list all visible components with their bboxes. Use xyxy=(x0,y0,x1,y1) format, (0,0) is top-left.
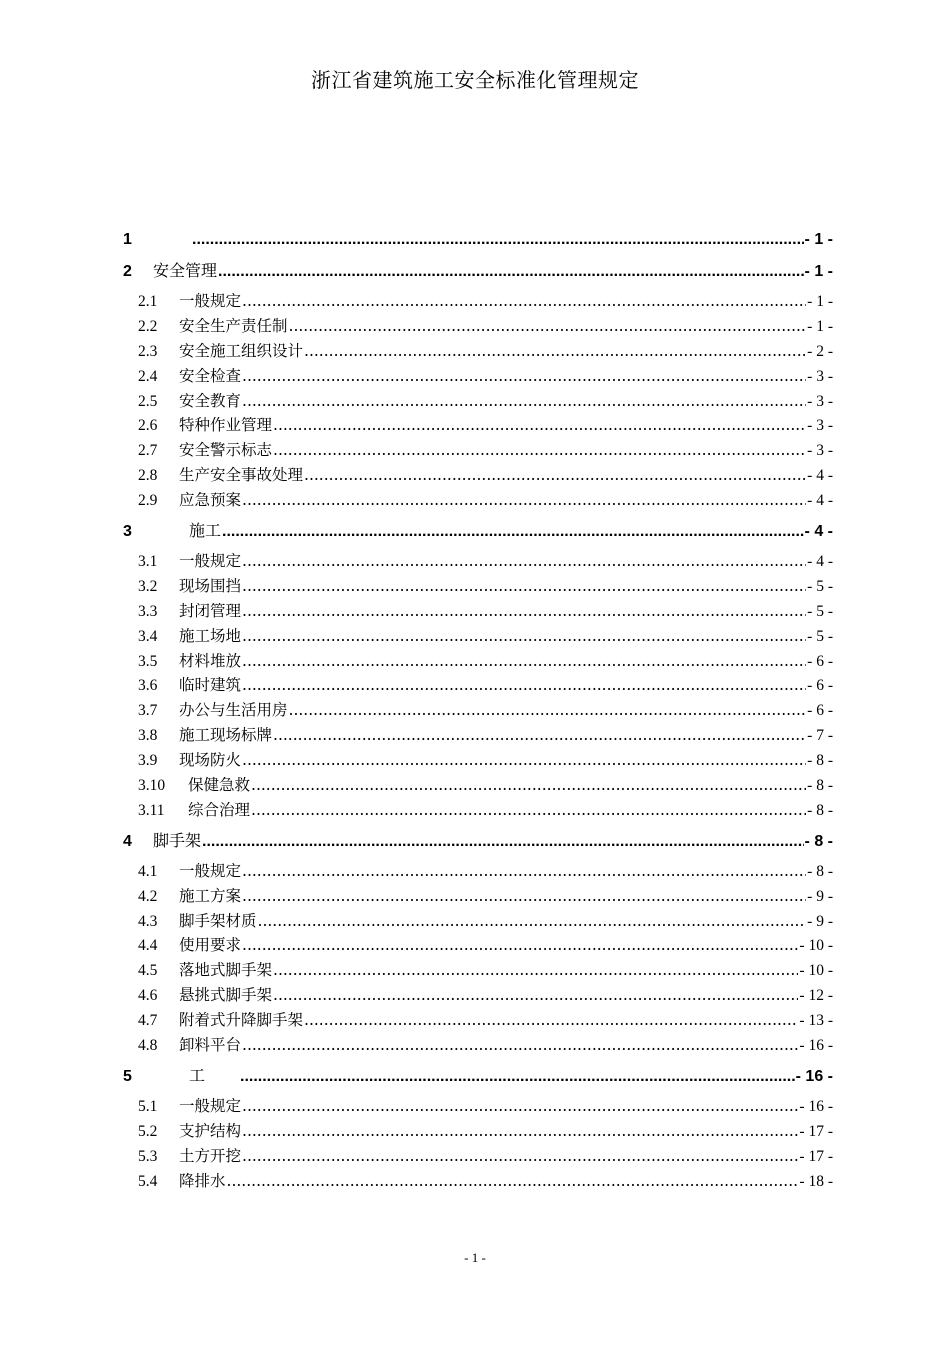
toc-page-number: - 10 - xyxy=(799,937,833,955)
toc-section-label: 悬挑式脚手架 xyxy=(179,986,273,1005)
toc-dot-leader xyxy=(251,773,806,798)
toc-page-number: - 4 - xyxy=(807,492,833,510)
toc-section-number: 2.2 xyxy=(138,317,158,335)
toc-section-2-7[interactable] xyxy=(123,438,833,463)
toc-section-label: 特种作业管理 xyxy=(179,416,273,435)
toc-dot-leader xyxy=(242,1033,798,1058)
toc-section-3-9[interactable] xyxy=(123,748,833,773)
toc-section-number: 4.8 xyxy=(138,1037,158,1055)
toc-dot-leader xyxy=(227,1169,799,1194)
toc-dot-leader xyxy=(242,1119,798,1144)
toc-section-2-8[interactable] xyxy=(123,463,833,488)
toc-page-number: - 1 - xyxy=(807,317,833,335)
toc-section-2-2[interactable] xyxy=(123,314,833,339)
toc-dot-leader xyxy=(242,673,806,698)
toc-dot-leader xyxy=(273,413,806,438)
toc-dot-leader xyxy=(242,488,806,513)
toc-dot-leader xyxy=(273,958,798,983)
toc-dot-leader xyxy=(240,1064,795,1088)
toc-section-label: 临时建筑 xyxy=(179,676,242,695)
toc-dot-leader xyxy=(304,1008,798,1033)
toc-dot-leader xyxy=(304,463,806,488)
toc-dot-leader xyxy=(242,1144,798,1169)
toc-dot-leader xyxy=(242,1094,798,1119)
toc-page-number: - 18 - xyxy=(799,1172,833,1190)
toc-section-number: 4.5 xyxy=(138,962,158,980)
toc-section-label: 降排水 xyxy=(179,1171,226,1190)
toc-page-number: - 8 - xyxy=(804,832,833,850)
toc-section-list xyxy=(123,859,833,1058)
toc-section-4-4[interactable] xyxy=(123,933,833,958)
toc-section-label: 现场围挡 xyxy=(179,576,242,595)
toc-page-number: - 12 - xyxy=(799,987,833,1005)
toc-dot-leader xyxy=(273,438,806,463)
toc-page-number: - 13 - xyxy=(799,1012,833,1030)
toc-section-label: 综合治理 xyxy=(188,800,251,819)
toc-section-label: 土方开挖 xyxy=(179,1146,242,1165)
toc-dot-leader xyxy=(222,519,804,543)
toc-section-number: 3.8 xyxy=(138,727,158,745)
toc-dot-leader xyxy=(242,748,806,773)
toc-dot-leader xyxy=(273,983,798,1008)
toc-chapter-1[interactable] xyxy=(123,227,833,252)
toc-dot-leader xyxy=(242,884,806,909)
toc-dot-leader xyxy=(242,389,806,414)
toc-page-number: - 5 - xyxy=(807,627,833,645)
toc-page-number: - 10 - xyxy=(799,962,833,980)
toc-chapter-number: 4 xyxy=(123,832,132,850)
toc-section-number: 4.4 xyxy=(138,937,158,955)
toc-dot-leader xyxy=(251,798,806,823)
toc-dot-leader xyxy=(242,289,806,314)
toc-chapter-label: 施工 xyxy=(189,521,222,541)
toc-page-number: - 6 - xyxy=(807,677,833,695)
toc-page-number: - 8 - xyxy=(807,801,833,819)
toc-section-3-11[interactable] xyxy=(123,798,833,823)
toc-dot-leader xyxy=(304,339,806,364)
toc-section-number: 2.4 xyxy=(138,367,158,385)
toc-section-number: 3.2 xyxy=(138,577,158,595)
toc-section-number: 5.4 xyxy=(138,1172,158,1190)
toc-page-number: - 17 - xyxy=(799,1122,833,1140)
toc-chapter-label: 安全管理 xyxy=(153,261,218,280)
toc-section-2-1[interactable] xyxy=(123,289,833,314)
toc-section-2-3[interactable] xyxy=(123,339,833,364)
toc-section-label: 一般规定 xyxy=(179,1096,242,1115)
table-of-contents xyxy=(123,227,833,1194)
toc-section-label: 办公与生活用房 xyxy=(179,701,288,720)
toc-section-label: 安全检查 xyxy=(179,366,242,385)
toc-section-number: 3.10 xyxy=(138,777,166,795)
toc-page-number: - 3 - xyxy=(807,417,833,435)
toc-section-label: 保健急救 xyxy=(188,776,251,795)
toc-page-number: - 5 - xyxy=(807,577,833,595)
toc-dot-leader xyxy=(202,829,804,853)
toc-section-number: 3.11 xyxy=(138,801,165,819)
toc-section-label: 支护结构 xyxy=(179,1121,242,1140)
toc-chapter-4[interactable] xyxy=(123,828,833,853)
toc-section-2-5[interactable] xyxy=(123,389,833,414)
toc-section-3-4[interactable] xyxy=(123,624,833,649)
toc-dot-leader xyxy=(242,599,806,624)
toc-section-4-8[interactable] xyxy=(123,1033,833,1058)
toc-section-number: 2.7 xyxy=(138,442,158,460)
toc-page-number: - 4 - xyxy=(804,523,833,541)
toc-section-label: 附着式升降脚手架 xyxy=(179,1011,304,1030)
toc-section-label: 现场防火 xyxy=(179,751,242,770)
toc-dot-leader xyxy=(242,549,806,574)
toc-section-3-5[interactable] xyxy=(123,649,833,674)
toc-section-4-3[interactable] xyxy=(123,909,833,934)
toc-page-number: - 8 - xyxy=(807,752,833,770)
toc-dot-leader xyxy=(218,259,804,283)
toc-chapter-number: 5 xyxy=(123,1067,132,1085)
toc-chapter-number: 1 xyxy=(123,231,132,248)
toc-section-3-6[interactable] xyxy=(123,673,833,698)
toc-page-number: - 17 - xyxy=(799,1147,833,1165)
toc-section-5-3[interactable] xyxy=(123,1144,833,1169)
toc-section-2-6[interactable] xyxy=(123,413,833,438)
toc-section-label: 使用要求 xyxy=(179,936,242,955)
toc-section-number: 2.1 xyxy=(138,293,158,310)
toc-page-number: - 4 - xyxy=(807,467,833,485)
toc-section-label: 生产安全事故处理 xyxy=(179,466,304,485)
toc-page-number: - 8 - xyxy=(807,777,833,795)
toc-chapter-number: 2 xyxy=(123,263,132,280)
toc-section-label: 施工场地 xyxy=(179,626,242,645)
toc-section-number: 4.6 xyxy=(138,987,158,1005)
toc-page-number: - 16 - xyxy=(799,1097,833,1115)
toc-page-number: - 6 - xyxy=(807,702,833,720)
toc-section-list xyxy=(123,289,833,513)
toc-section-number: 2.9 xyxy=(138,492,158,510)
toc-section-number: 4.7 xyxy=(138,1012,158,1030)
toc-section-label: 落地式脚手架 xyxy=(179,961,273,980)
toc-section-label: 卸料平台 xyxy=(179,1036,242,1055)
toc-section-number: 3.3 xyxy=(138,602,158,620)
toc-section-2-9[interactable] xyxy=(123,488,833,513)
toc-section-label: 安全教育 xyxy=(179,391,242,410)
toc-section-number: 2.5 xyxy=(138,392,158,410)
toc-section-label: 安全生产责任制 xyxy=(179,316,288,335)
toc-section-number: 5.1 xyxy=(138,1097,158,1115)
toc-section-label: 材料堆放 xyxy=(179,651,242,670)
toc-page-number: - 4 - xyxy=(807,553,833,571)
page-footer-number: - 1 - xyxy=(464,1250,486,1265)
toc-dot-leader xyxy=(242,574,806,599)
toc-page-number: - 3 - xyxy=(807,442,833,460)
toc-section-4-5[interactable] xyxy=(123,958,833,983)
toc-section-number: 3.7 xyxy=(138,702,158,720)
toc-dot-leader xyxy=(242,364,806,389)
toc-section-3-10[interactable] xyxy=(123,773,833,798)
toc-section-3-7[interactable] xyxy=(123,698,833,723)
toc-page-number: - 1 - xyxy=(804,263,833,280)
toc-page-number: - 1 - xyxy=(804,231,833,248)
toc-section-number: 3.5 xyxy=(138,652,158,670)
toc-section-4-2[interactable] xyxy=(123,884,833,909)
toc-dot-leader xyxy=(242,624,806,649)
toc-section-4-1[interactable] xyxy=(123,859,833,884)
toc-page-number: - 5 - xyxy=(807,602,833,620)
toc-section-4-7[interactable] xyxy=(123,1008,833,1033)
toc-chapter-5[interactable] xyxy=(123,1063,833,1088)
toc-section-number: 3.9 xyxy=(138,752,158,770)
toc-section-3-8[interactable] xyxy=(123,723,833,748)
toc-section-number: 3.1 xyxy=(138,553,158,571)
toc-section-number: 2.8 xyxy=(138,467,158,485)
toc-section-3-1[interactable] xyxy=(123,549,833,574)
toc-section-label: 一般规定 xyxy=(179,552,242,571)
toc-page-number: - 3 - xyxy=(807,392,833,410)
toc-page-number: - 8 - xyxy=(807,862,833,880)
toc-chapter-3[interactable] xyxy=(123,518,833,543)
toc-chapter-label: 脚手架 xyxy=(153,830,202,850)
toc-section-3-2[interactable] xyxy=(123,574,833,599)
toc-section-3-3[interactable] xyxy=(123,599,833,624)
toc-section-number: 5.2 xyxy=(138,1122,158,1140)
toc-dot-leader xyxy=(242,649,806,674)
toc-section-number: 4.3 xyxy=(138,912,158,930)
toc-section-list xyxy=(123,549,833,823)
toc-dot-leader xyxy=(258,909,807,934)
toc-section-label: 一般规定 xyxy=(179,292,242,310)
toc-section-2-4[interactable] xyxy=(123,364,833,389)
toc-chapter-label: 工 xyxy=(189,1065,206,1085)
toc-page-number: - 1 - xyxy=(807,293,833,310)
toc-section-label: 脚手架材质 xyxy=(179,911,257,930)
toc-section-label: 封闭管理 xyxy=(179,601,242,620)
toc-page-number: - 3 - xyxy=(807,367,833,385)
toc-dot-leader xyxy=(289,314,807,339)
toc-section-number: 3.6 xyxy=(138,677,158,695)
toc-section-label: 一般规定 xyxy=(179,861,242,880)
toc-section-4-6[interactable] xyxy=(123,983,833,1008)
toc-section-number: 4.1 xyxy=(138,862,158,880)
toc-chapter-number: 3 xyxy=(123,523,132,541)
toc-section-label: 安全警示标志 xyxy=(179,441,273,460)
toc-section-label: 施工现场标牌 xyxy=(179,726,273,745)
toc-page-number: - 9 - xyxy=(807,887,833,905)
toc-section-number: 4.2 xyxy=(138,887,158,905)
toc-section-label: 施工方案 xyxy=(179,886,242,905)
toc-dot-leader xyxy=(242,933,798,958)
toc-section-label: 应急预案 xyxy=(179,491,242,510)
toc-page-number: - 2 - xyxy=(807,342,833,360)
toc-section-5-4[interactable] xyxy=(123,1169,833,1194)
document-title: 浙江省建筑施工安全标准化管理规定 xyxy=(311,68,639,92)
toc-page-number: - 9 - xyxy=(807,912,833,930)
toc-section-number: 5.3 xyxy=(138,1147,158,1165)
toc-dot-leader xyxy=(273,723,806,748)
toc-dot-leader xyxy=(289,698,807,723)
toc-section-5-2[interactable] xyxy=(123,1119,833,1144)
toc-dot-leader xyxy=(192,227,804,252)
toc-page-number: - 7 - xyxy=(807,727,833,745)
toc-section-number: 2.6 xyxy=(138,417,158,435)
toc-dot-leader xyxy=(242,859,806,884)
toc-section-list xyxy=(123,1094,833,1194)
toc-section-number: 2.3 xyxy=(138,342,158,360)
toc-page-number: - 6 - xyxy=(807,652,833,670)
toc-section-label: 安全施工组织设计 xyxy=(179,341,304,360)
toc-chapter-2[interactable] xyxy=(123,258,833,283)
toc-section-number: 3.4 xyxy=(138,627,158,645)
toc-section-5-1[interactable] xyxy=(123,1094,833,1119)
toc-page-number: - 16 - xyxy=(799,1037,833,1055)
toc-page-number: - 16 - xyxy=(795,1067,833,1085)
